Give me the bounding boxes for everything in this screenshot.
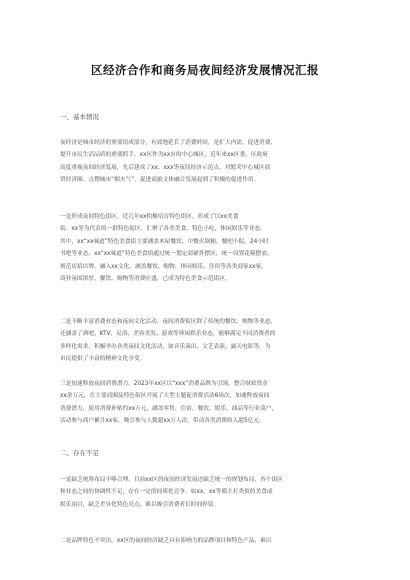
paragraph-line: 贸经济圈、点燃城市“烟火气”，促进商旅文体融合发展起到了积极的促进作用。 [60, 177, 260, 184]
paragraph-line: 和业态之间的协调性不足，存在一定的同质化竞争。如xx、xx等都主打类似的美食或 [60, 489, 273, 496]
paragraph-line: 还涵盖了酒吧、KTV、足浴、美容美发、游戏等休闲娱乐业态，能够满足不同消费者的 [60, 331, 276, 338]
paragraph-line: 活动参与商户累计xx家，吸引参与人数超xx万人次，带动各类消费收入超5亿元。 [60, 418, 265, 425]
paragraph-intro [60, 137, 360, 187]
paragraph-line: 街、xx等为代表的一批特色街区，汇聚了各类美食、特色小吃，休闲娱乐等业态。 [60, 226, 266, 233]
paragraph-line: xx余万元，在主要商圈及特色街区开展了大型主题促消费活动6场次，加速释放夜间 [60, 393, 270, 400]
paragraph-consumption-formats [60, 316, 360, 366]
section-heading-shortcomings: 二、存在不足 [60, 449, 99, 457]
paragraph-line: 提升市民生活品质的重要抓手。xx区作为xx市的中心城区，近年来xx区委、区政府 [60, 152, 268, 159]
paragraph-line: 三是加速释放夜间消费潜力。2023年xx区以“xxx”消费品牌为引领，整合财政资金 [60, 381, 268, 387]
paragraph-line: 二是不断丰富消费业态和夜间文化活动。夜间消费街区除了传统的餐饮、购物等业态， [60, 319, 277, 325]
paragraph-line: 消费潜力，使用消费补贴约xx万元，涵盖零售、住宿、餐饮、娱乐、油品等行业商户， [60, 405, 278, 412]
paragraph-line: 高度重视夜间经济发展，先后建成了xx、xxx等夜间经济示范点，对繁荣中心城区商 [60, 164, 271, 171]
paragraph-line: 多样化需求。积极举办各类夜间文化活动，如音乐演出、文艺表演、露天电影等，为 [60, 343, 271, 350]
paragraph-line: 夜经济是城市经济的重要组成部分，有效地延长了消费时间，是扩大内需、促进消费、 [60, 140, 277, 146]
paragraph-line: 书吧等业态。xx“xx味道”特色美食街通过统一划定商铺外摆区，统一设置花箱摆放、 [60, 251, 273, 258]
paragraph-planning [60, 474, 360, 511]
paragraph-consumption-potential [60, 378, 360, 428]
paragraph-line: 市民提供了丰富的精神文化享受。 [60, 356, 146, 363]
paragraph-night-districts [60, 211, 360, 285]
document-title: 区经济合作和商务局夜间经济发展情况汇报 [91, 63, 319, 77]
paragraph-line: 商业氛围浓厚，餐饮、购物等消费旺盛，已成为特色美食示范街区。 [60, 276, 231, 283]
paragraph-line: 规范店招店牌，融入xx文化，涵盖餐饮、购物、休闲娱乐、住宿等各类商家xx家， [60, 263, 267, 270]
paragraph-line: 二是品牌特色不突出。xx区的夜间经济缺乏具有影响力的品牌项目和特色产品，难以 [60, 538, 272, 544]
paragraph-line: 娱乐项目，缺乏差异化特色亮点，难以吸引消费者长时间停留。 [60, 501, 220, 508]
paragraph-brand [60, 535, 360, 547]
paragraph-line: 一是缺乏统筹布局不够合理。目前xx区的夜间经济发展还缺乏统一的规划布局，各个街区 [60, 477, 283, 483]
paragraph-line: 其中，xx“xx味道”特色美食街主要涵盖木屋餐饮、中餐火锅桶、餐吧小院、24小时 [60, 238, 269, 245]
paragraph-line: 一是形成夜间特色街区。近几年xx积极培育特色街区，形成了以xx美食 [60, 214, 239, 220]
section-heading-basic: 一、基本情况 [60, 113, 99, 121]
